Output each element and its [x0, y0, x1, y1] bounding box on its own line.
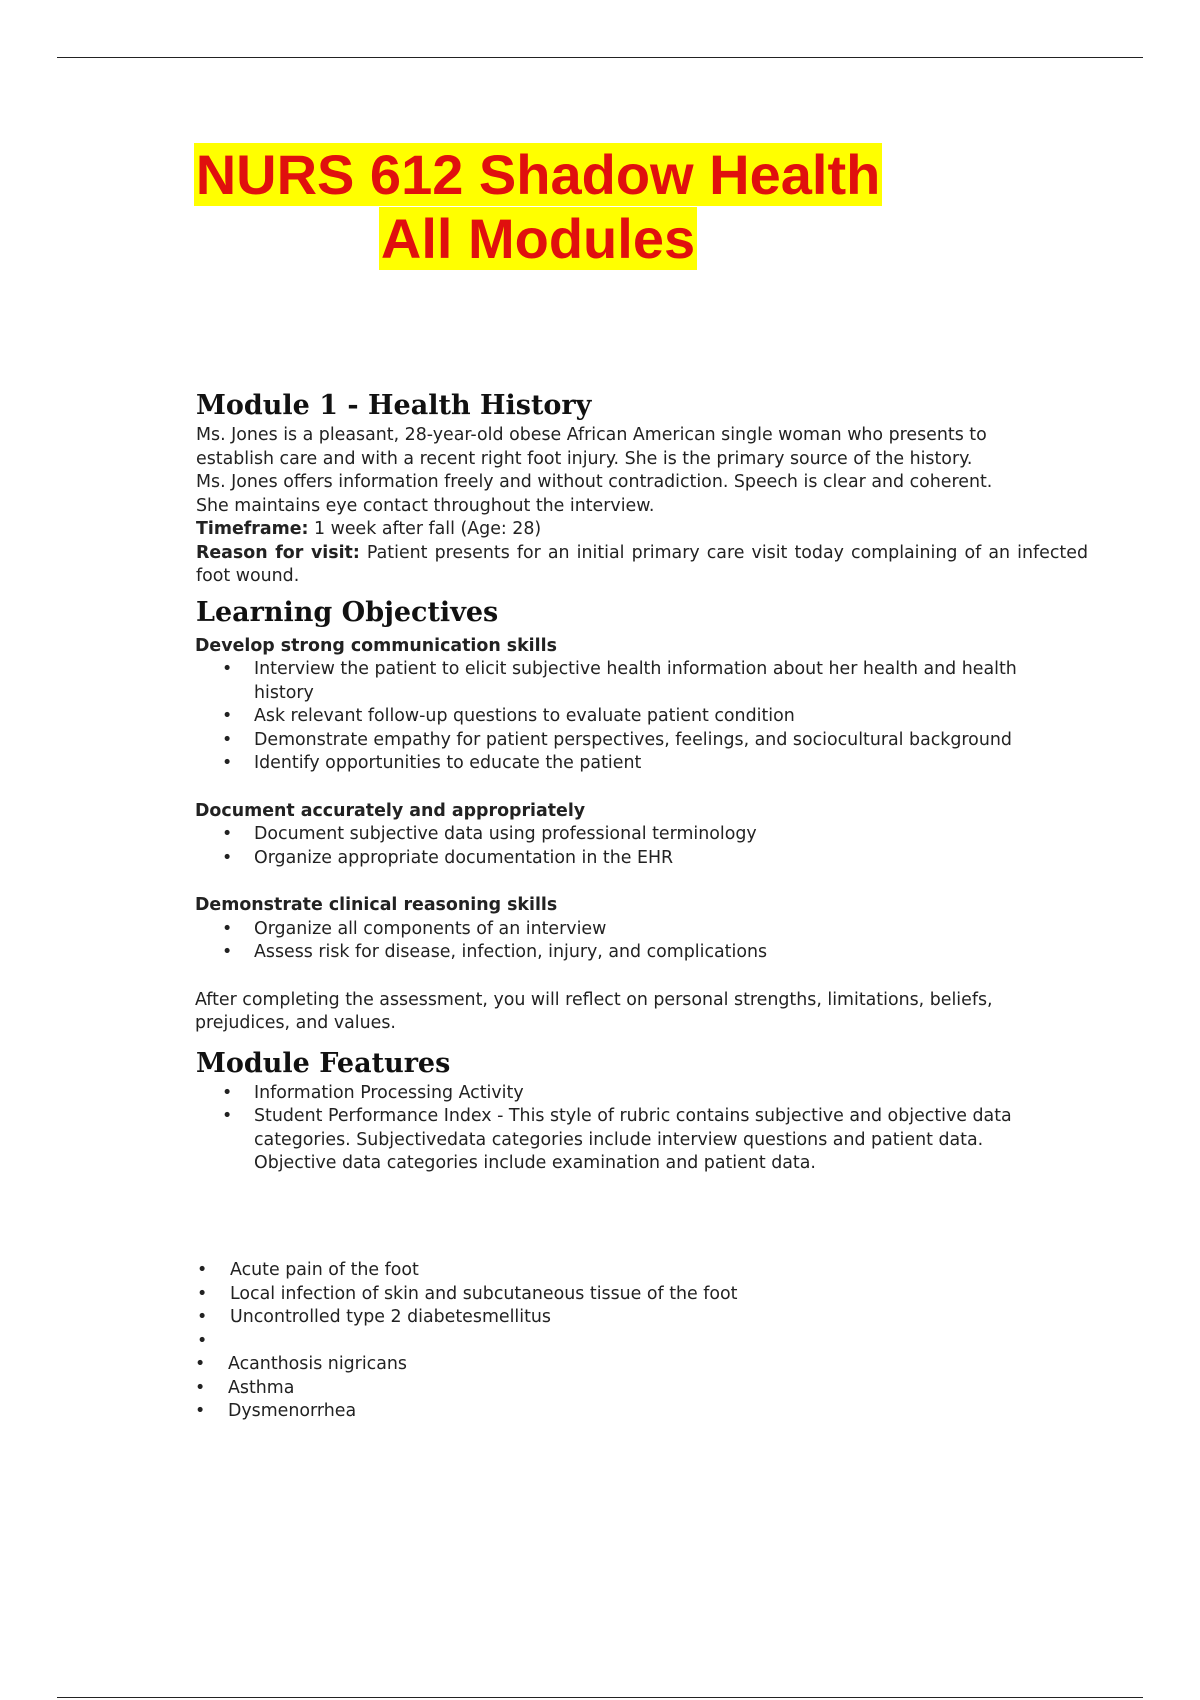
list-item: [197, 1259, 930, 1283]
top-divider: [57, 57, 1143, 58]
list-item: [222, 823, 1054, 847]
bullet-icon: •: [222, 847, 233, 868]
diagnosis-text: Dysmenorrhea: [228, 1401, 357, 1421]
list-item: [222, 705, 1054, 729]
diagnosis-text: Asthma: [228, 1377, 295, 1398]
module-features-heading: Module Features: [196, 1047, 451, 1079]
reason-label: Reason for visit:: [196, 542, 360, 563]
title-line-1: NURS 612 Shadow Health: [195, 143, 881, 206]
list-item-text: Information Processing Activity: [254, 1082, 524, 1103]
list-item-text: Interview the patient to elicit subjective health information about her health and health history: [254, 659, 1017, 703]
reflection-text: After completing the assessment, you will reflect on personal strengths, limitations, beliefs, prejudices, and values.: [195, 989, 993, 1033]
bullet-icon: •: [222, 1082, 233, 1103]
bullet-icon: •: [195, 1354, 206, 1374]
list-item-text: Ask relevant follow-up questions to evaluate patient condition: [254, 706, 795, 726]
document-body: [196, 388, 1088, 1176]
bullet-icon: •: [195, 1377, 206, 1398]
list-item: [222, 729, 1054, 753]
objective-group-title: Demonstrate clinical reasoning skills: [195, 895, 558, 915]
bullet-icon: •: [222, 706, 233, 726]
diagnosis-text: Local infection of skin and subcutaneous tissue of the foot: [230, 1283, 738, 1304]
diagnosis-text: Acute pain of the foot: [230, 1260, 419, 1280]
bullet-icon: •: [222, 942, 233, 962]
module-1-heading: Module 1 - Health History: [196, 390, 592, 421]
list-item: [222, 752, 1054, 776]
objective-list: [196, 823, 1054, 870]
diagnosis-text: Acanthosis nigricans: [228, 1354, 407, 1374]
list-item: [195, 1353, 930, 1377]
list-item: [222, 1082, 1054, 1106]
module-1-intro: Ms. Jones is a pleasant, 28-year-old obese African American single woman who presents to establish care and with a recent right foot injury. She is the primary source of the history. Ms. Jones offers information freely and without contradiction. Speech is clear and coherent. She maintains eye contact throughout the interview.: [196, 425, 993, 516]
bullet-icon: •: [197, 1260, 208, 1280]
objective-group-title: Develop strong communication skills: [195, 635, 557, 656]
timeframe-label: Timeframe:: [196, 519, 309, 539]
diagnosis-text: Uncontrolled type 2 diabetesmellitus: [230, 1307, 551, 1327]
list-item-text: Organize appropriate documentation in the EHR: [254, 847, 674, 868]
objective-list: [196, 918, 1054, 965]
list-item: [222, 941, 1054, 965]
bullet-icon: •: [197, 1283, 208, 1304]
list-item: [195, 1400, 930, 1424]
bullet-icon: •: [195, 1401, 206, 1421]
bullet-icon: •: [197, 1330, 208, 1351]
list-item-text: Assess risk for disease, infection, injury, and complications: [254, 942, 768, 962]
list-item: [197, 1330, 930, 1354]
diagnosis-list: [195, 1259, 930, 1424]
bullet-icon: •: [222, 659, 233, 679]
bullet-icon: •: [222, 753, 233, 773]
objective-list: [196, 658, 1054, 776]
title-line-2: All Modules: [380, 207, 696, 270]
list-item-text: Document subjective data using professional terminology: [254, 824, 757, 844]
list-item-text: Organize all components of an interview: [254, 918, 607, 939]
list-item: [197, 1306, 930, 1330]
bullet-icon: •: [222, 1106, 233, 1126]
document-title: [193, 143, 883, 271]
learning-objectives-heading: Learning Objectives: [196, 596, 499, 628]
list-item: [222, 918, 1054, 942]
list-item-text: Student Performance Index - This style of rubric contains subjective and objective data categories. Subjectivedata categories include interview questions and patient data. Objective data categories include examination and patient data.: [254, 1106, 1012, 1173]
timeframe-value: 1 week after fall (Age: 28): [308, 519, 542, 539]
list-item: [197, 1283, 930, 1307]
list-item: [195, 1377, 930, 1401]
features-list: [196, 1082, 1054, 1176]
bullet-icon: •: [222, 729, 233, 750]
reason-value: Patient presents for an initial primary care visit today complaining of an infected foot wound.: [196, 542, 1088, 586]
list-item-text: Identify opportunities to educate the patient: [254, 753, 642, 773]
list-item: [222, 658, 1054, 705]
list-item-text: Demonstrate empathy for patient perspectives, feelings, and sociocultural background: [254, 729, 1012, 750]
bullet-icon: •: [222, 824, 233, 844]
bullet-icon: •: [222, 918, 233, 939]
timeframe-line: [196, 518, 1088, 542]
bottom-divider: [57, 1697, 1143, 1698]
list-item: [222, 1105, 1054, 1176]
list-item: [222, 847, 1054, 871]
reason-line: [196, 542, 1088, 589]
objective-group-title: Document accurately and appropriately: [195, 800, 586, 821]
bullet-icon: •: [197, 1307, 208, 1327]
